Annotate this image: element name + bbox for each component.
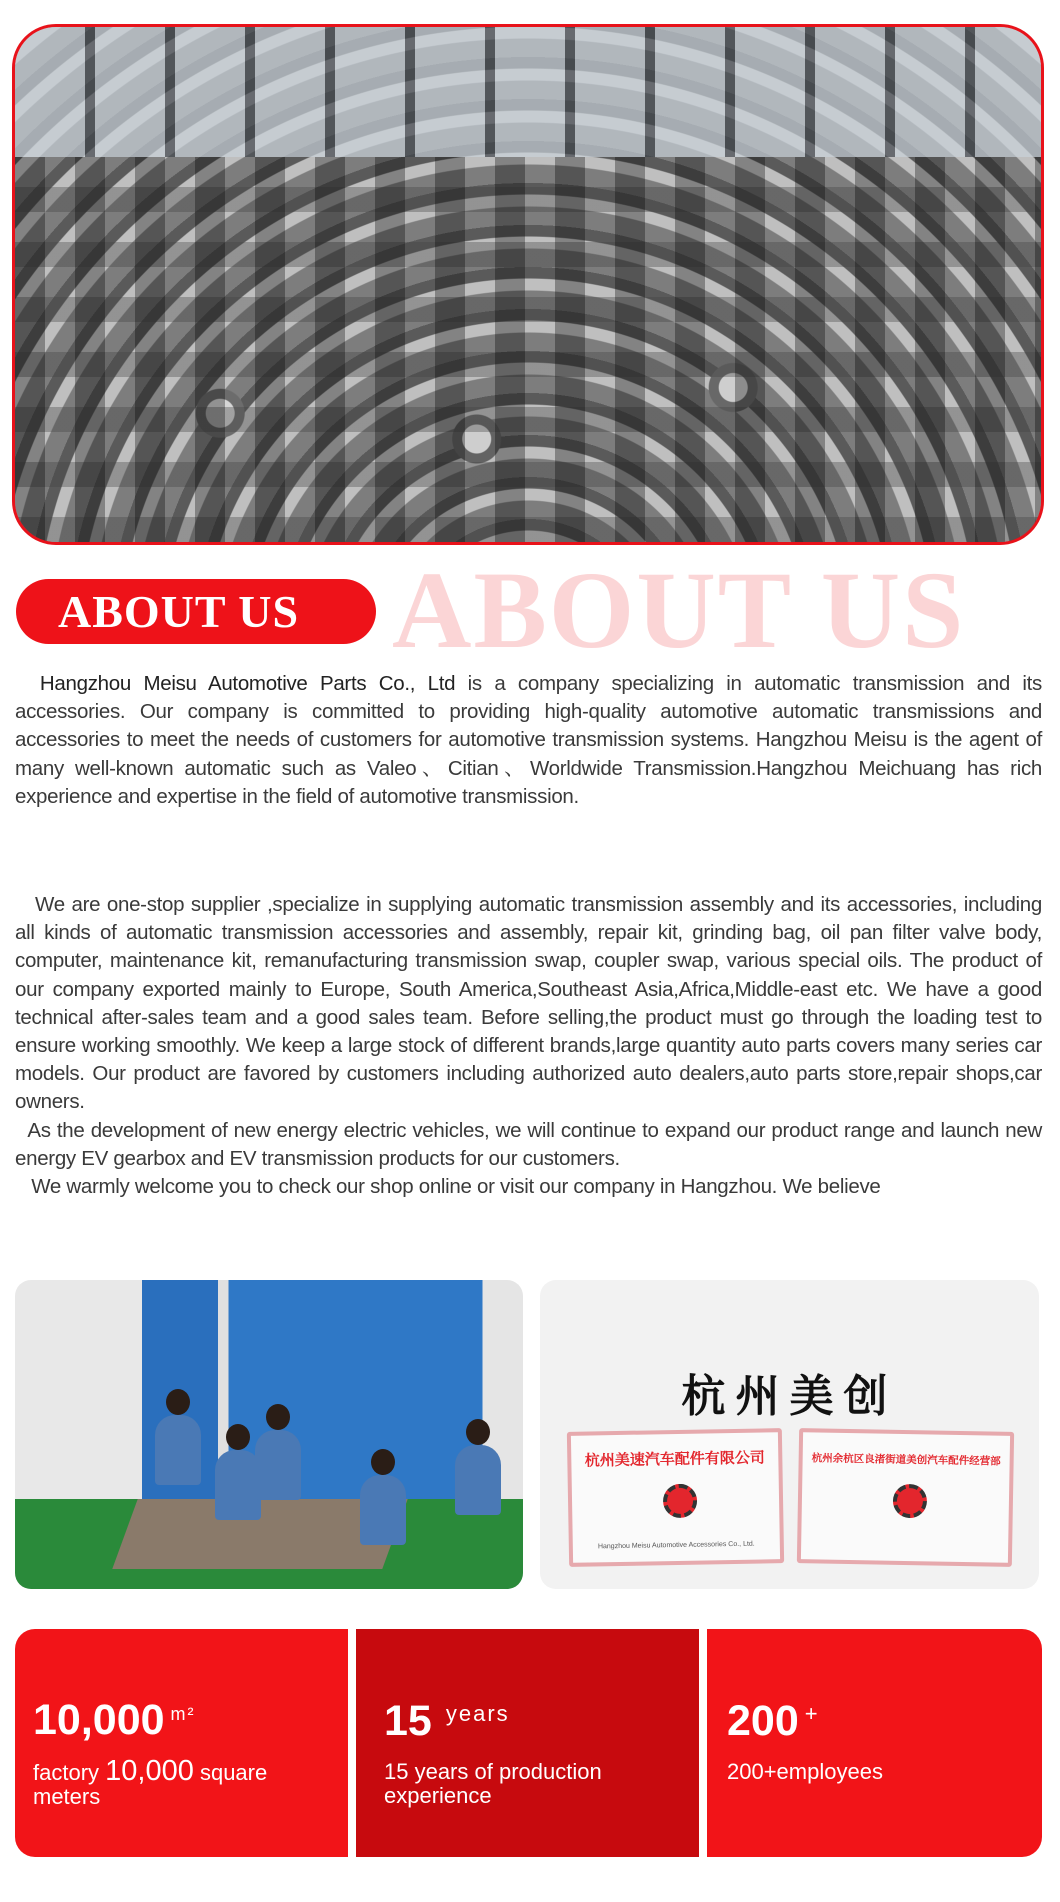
about-us-watermark: ABOUT US [392,549,966,671]
sign-title: 杭州美创 [681,1372,898,1421]
company-logo-icon [893,1484,928,1519]
ev-text-1: As the development of new energy electric vehicles, we will continue to expand our product range and launch new energy EV gearbox and EV transmission products for our customers. [15,1118,1042,1170]
stat-value: 10,000 [33,1696,165,1744]
plaque-1-cn: 杭州美速汽车配件有限公司 [584,1449,765,1470]
stat-desc: 15 years of production experience [384,1759,602,1808]
plaque-1-en: Hangzhou Meisu Automotive Accessories Co., Ltd. [597,1540,755,1551]
company-name: Hangzhou Meisu Automotive Parts Co., Ltd [39,672,456,695]
welcome-text [15,1173,1042,1201]
factory-hero-image [12,24,1044,545]
ev-text [15,1117,1042,1173]
business-paragraph [15,891,1042,1201]
stat-unit: m² [170,1704,196,1724]
company-logo-icon [663,1484,698,1519]
stat-desc [33,1755,328,1809]
intro-paragraph [15,670,1042,811]
stat-value: 15 [384,1697,432,1745]
stat-unit: years [445,1701,510,1726]
plaque-2-cn: 杭州余杭区良渚街道美创汽车配件经营部 [811,1452,1001,1468]
stats-cards [15,1629,1042,1857]
stat-desc: 200+employees [727,1759,883,1784]
business-text-1: We are one-stop supplier ,specialize in supplying automatic transmission assembly and its accessories, including all kinds of automatic transmission accessories and assembly, repair kit, grinding bag, oil pan filter valve body, computer, maintenance kit, remanufacturing transmission swap, coupler swap, various special oils. The product of our company exported mainly to Europe, South America,Southeast Asia,Africa,Middle-east etc. We have a good technical after-sales team and a good sales team. Before selling,the product must go through the loading test to ensure working smoothly. We keep a large stock of different brands,large quantity auto parts covers many series car models. Our product are favored by customers including authorized auto dealers,auto parts store,repair shops,car owners. [15,893,1043,1114]
business-text [15,891,1042,1117]
company-plaque-2 [797,1428,1014,1567]
company-plaque-1 [567,1428,784,1567]
company-sign-photo [540,1280,1039,1589]
about-us-heading: ABOUT US [16,579,376,644]
welcome-text-1: We warmly welcome you to check our shop online or visit our company in Hangzhou. We believe [31,1175,881,1199]
stat-desc-post: square meters [33,1760,268,1809]
stat-unit: + [804,1701,820,1726]
intro-text: is a company specializing in automatic transmission and its accessories. Our company is committed to providing high-quality automotive automatic transmissions and accessories to meet the needs of customers for automotive transmission systems. Hangzhou Meisu is the agent of many well-known automatic such as Valeo、Citian、Worldwide Transmission.Hangzhou Meichuang has rich experience and expertise in the field of automotive transmission. [15,672,1042,808]
stat-years [356,1629,699,1857]
stat-employees [707,1629,1042,1857]
stat-factory-area [15,1629,348,1857]
office-team-photo [15,1280,523,1589]
stat-value: 200 [727,1697,799,1745]
stat-desc-num: 10,000 [105,1755,194,1787]
stat-desc-pre: factory [33,1760,106,1785]
